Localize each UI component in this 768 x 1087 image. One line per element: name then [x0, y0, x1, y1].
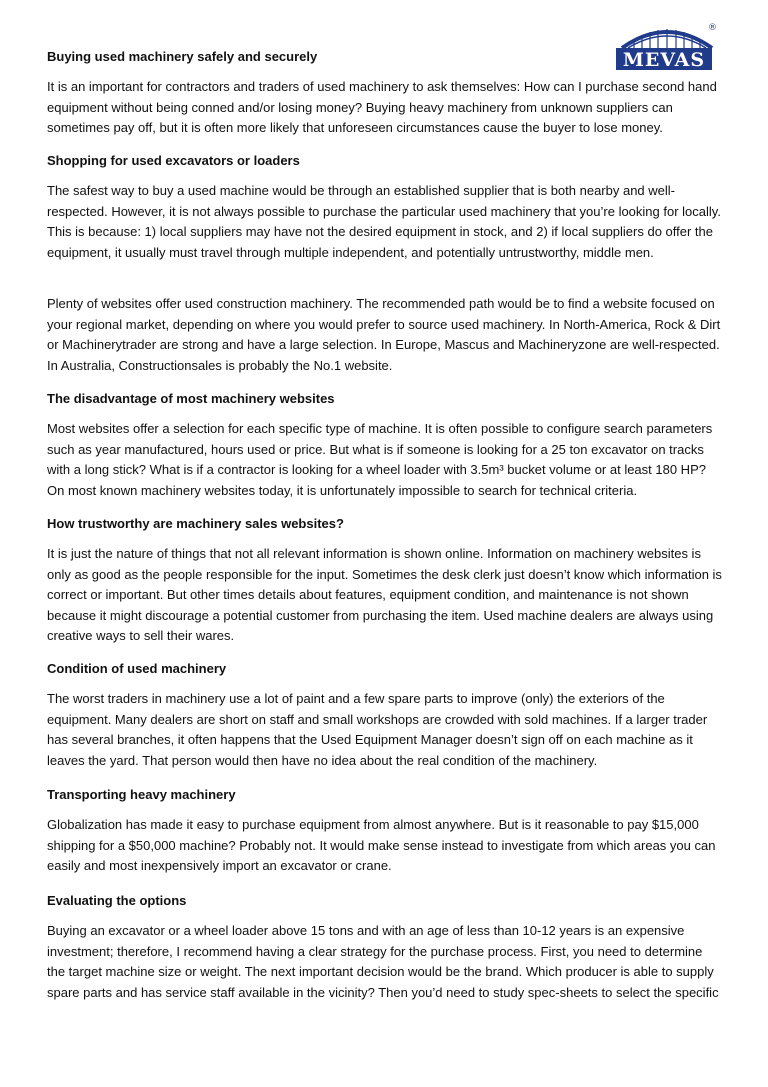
body-paragraph: Buying an excavator or a wheel loader above 15 tons and with an age of less than 10-12 years is an expensive investment; therefore, I recommend having a clear strategy for the purchase process. First, you need to determine the target machine size or weight. The next important decision would be the brand. Which producer is able to supply spare parts and has service staff available in the vicinity? Then you’d need to study spec-sheets to select the specific — [47, 923, 719, 1000]
body-paragraph: The safest way to buy a used machine would be through an established supplier that is both nearby and well-respected. However, it is not always possible to purchase the particular used machinery that you’re looking for locally. This is because: 1) local suppliers may have not the desired equipment in stock, and 2) if local suppliers do offer the equipment, it usually must travel through multiple independent, and potentially untrustworthy, middle men. — [47, 183, 721, 260]
section-heading: Evaluating the options — [47, 893, 187, 908]
mevas-logo — [614, 18, 720, 76]
section-heading: Shopping for used excavators or loaders — [47, 153, 300, 168]
section-heading: How trustworthy are machinery sales websites? — [47, 516, 344, 531]
body-paragraph: Plenty of websites offer used construction machinery. The recommended path would be to find a website focused on your regional market, depending on where you would prefer to source used machinery. In North-America, Rock & Dirt or Machinerytrader are strong and have a large selection. In Europe, Mascus and Machineryzone are well-respected. In Australia, Constructionsales is probably the No.1 website. — [47, 296, 721, 373]
section-heading: Condition of used machinery — [47, 661, 227, 676]
body-paragraph: It is an important for contractors and traders of used machinery to ask themselves: How can I purchase second hand equipment without being conned and/or losing money? Buying heavy machinery from unknown suppliers can sometimes pay off, but it is often more likely that unforeseen circumstances cause the buyer to lose money. — [47, 79, 717, 135]
section-heading: Buying used machinery safely and securely — [47, 49, 318, 64]
logo-arch-icon — [622, 29, 712, 48]
body-paragraph: It is just the nature of things that not all relevant information is shown online. Information on machinery websites is only as good as the people responsible for the input. Sometimes the desk clerk just doesn’t know which information is correct or important. But other times details about features, equipment condition, and maintenance is not shown because it might discourage a potential customer from purchasing the item. Used machine dealers are always using creative ways to sell their wares. — [47, 546, 722, 643]
logo-text: MEVAS — [622, 49, 706, 71]
logo-registered-mark: ® — [708, 23, 717, 33]
body-paragraph: Most websites offer a selection for each specific type of machine. It is often possible to configure search parameters such as year manufactured, hours used or price. But what is if someone is looking for a 25 ton excavator on tracks with a long stick? What is if a contractor is looking for a wheel loader with 3.5m³ bucket volume or at least 180 HP? On most known machinery websites today, it is unfortunately impossible to search for technical criteria. — [47, 421, 713, 498]
body-paragraph: Globalization has made it easy to purchase equipment from almost anywhere. But is it reasonable to pay $15,000 shipping for a $50,000 machine? Probably not. It would make sense instead to investigate from which areas you can easily and most inexpensively import an excavator or crane. — [47, 817, 716, 873]
section-heading: The disadvantage of most machinery websites — [47, 391, 335, 406]
body-paragraph: The worst traders in machinery use a lot of paint and a few spare parts to improve (only) the exteriors of the equipment. Many dealers are short on staff and small workshops are crowded with sold machines. If a larger trader has several branches, it often happens that the Used Equipment Manager doesn’t sign off on each machine as it leaves the yard. That person would then have no idea about the real condition of the machinery. — [47, 691, 708, 768]
section-heading: Transporting heavy machinery — [47, 787, 236, 802]
